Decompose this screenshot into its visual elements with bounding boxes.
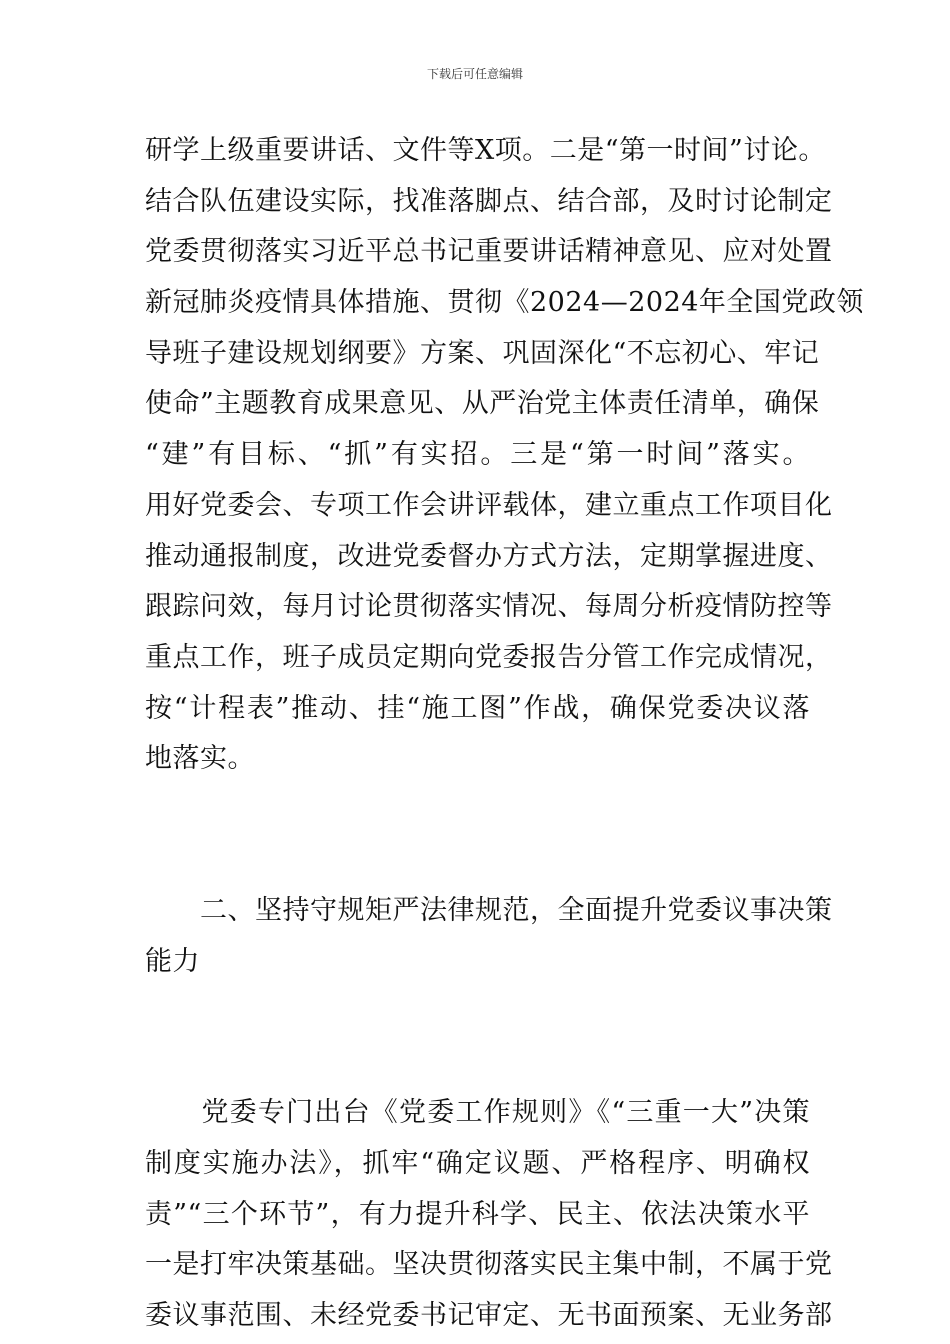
heading-line: 二、坚持守规矩严法律规范，全面提升党委议事决策 xyxy=(145,894,833,926)
paragraph-line: 用好党委会、专项工作会讲评载体，建立重点工作项目化 xyxy=(145,489,833,521)
paragraph-line: 结合队伍建设实际，找准落脚点、结合部，及时讨论制定 xyxy=(145,185,833,217)
paragraph-line: 导班子建设规划纲要》方案、巩固深化“不忘初心、牢记 xyxy=(145,337,820,369)
paragraph-line: 地落实。 xyxy=(145,743,255,775)
paragraph-line: 委议事范围、未经党委书记审定、无书面预案、无业务部 xyxy=(145,1300,833,1332)
paragraph-1 xyxy=(145,126,864,785)
page-header: 下载后可任意编辑 xyxy=(426,67,523,81)
paragraph-line: 按“计程表”推动、挂“施工图”作战，确保党委决议落 xyxy=(145,692,810,724)
paragraph-line: 推动通报制度，改进党委督办方式方法，定期掌握进度、 xyxy=(145,540,833,572)
paragraph-line: 党委专门出台《党委工作规则》《“三重一大”决策 xyxy=(145,1097,810,1129)
paragraph-line: 一是打牢决策基础。坚决贯彻落实民主集中制，不属于党 xyxy=(145,1249,833,1281)
paragraph-spacer xyxy=(145,785,810,886)
paragraph-line: “建”有目标、“抓”有实招。三是“第一时间”落实。 xyxy=(145,439,810,471)
paragraph-line: 研学上级重要讲话、文件等X项。二是“第一时间”讨论。 xyxy=(145,135,826,166)
paragraph-line: 重点工作，班子成员定期向党委报告分管工作完成情况， xyxy=(145,641,833,673)
paragraph-line: 新冠肺炎疫情具体措施、贯彻《2024—2024年全国党政领 xyxy=(145,287,864,319)
section-heading xyxy=(145,886,833,987)
paragraph-line: 责”“三个环节”，有力提升科学、民主、依法决策水平 xyxy=(145,1198,810,1230)
paragraph-2 xyxy=(145,1088,833,1341)
paragraph-line: 使命”主题教育成果意见、从严治党主体责任清单，确保 xyxy=(145,388,820,420)
heading-line: 能力 xyxy=(145,945,200,977)
paragraph-spacer xyxy=(145,987,810,1088)
paragraph-line: 制度实施办法》，抓牢“确定议题、严格程序、明确权 xyxy=(145,1148,810,1179)
paragraph-line: 党委贯彻落实习近平总书记重要讲话精神意见、应对处置 xyxy=(145,236,833,268)
paragraph-line: 跟踪问效，每月讨论贯彻落实情况、每周分析疫情防控等 xyxy=(145,591,833,623)
document-body xyxy=(145,126,864,1342)
